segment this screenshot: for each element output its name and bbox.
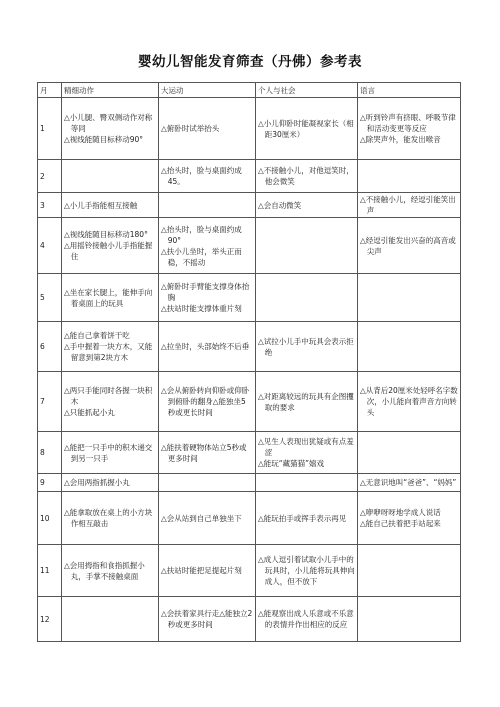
fine-motor-cell (62, 322, 159, 372)
header-personal-social: 个人与社会 (256, 83, 358, 98)
language-cell (358, 274, 461, 322)
milestone-item: △不接触小儿，经逗引能笑出声 (360, 195, 456, 215)
table-row (38, 545, 461, 597)
milestone-item: △听到铃声有挤眼、呼吸节律和活动变更等反应 (360, 113, 456, 133)
gross-motor-cell (159, 218, 256, 274)
month-cell: 12 (38, 597, 62, 642)
milestone-item: △会从俯卧转向仰卧或仰卧到俯卧的翻身△能独坐5秒或更长时间 (161, 386, 250, 417)
fine-motor-cell (62, 492, 159, 545)
gross-motor-cell (159, 193, 256, 218)
personal-social-cell (256, 372, 358, 432)
month-cell: 2 (38, 160, 62, 193)
personal-social-cell (256, 474, 358, 492)
milestone-item: △视线能随目标移动90° (64, 135, 144, 144)
language-cell (358, 474, 461, 492)
personal-social-cell (256, 597, 358, 642)
fine-motor-cell (62, 372, 159, 432)
header-gross-motor: 大运动 (159, 83, 256, 98)
milestone-item: △只能抓起小丸 (64, 408, 115, 417)
milestone-item: △不接触小儿，对他逗笑时，他会微笑 (258, 166, 354, 186)
fine-motor-cell (62, 160, 159, 193)
milestone-item: △俯卧时手臂能支撑身体抬胸 (161, 282, 250, 302)
personal-social-cell (256, 160, 358, 193)
fine-motor-cell (62, 474, 159, 492)
milestone-item: △小儿仰卧时能凝视家长（相距30厘米） (258, 118, 354, 139)
milestone-item: △会用拇指和食指抓握小丸，手掌不接触桌面 (64, 560, 145, 581)
month-cell: 10 (38, 492, 62, 545)
language-cell (358, 160, 461, 193)
fine-motor-cell (62, 545, 159, 597)
milestone-item: △手中握着一块方木，又能留意到第2块方木 (64, 342, 153, 362)
milestone-item: △能把一只手中的积木递交到另一只手 (64, 442, 153, 463)
gross-motor-cell (159, 474, 256, 492)
fine-motor-cell (62, 432, 159, 474)
fine-motor-cell (62, 597, 159, 642)
gross-motor-cell (159, 274, 256, 322)
personal-social-cell (256, 98, 358, 160)
milestone-item: △抬头时，脸与桌面约成45。 (161, 166, 242, 186)
header-row (38, 83, 461, 98)
month-cell: 5 (38, 274, 62, 322)
personal-social-cell (256, 432, 358, 474)
personal-social-cell (256, 274, 358, 322)
milestone-item: △小儿手指能相互接触 (64, 200, 138, 210)
personal-social-cell (256, 492, 358, 545)
header-fine-motor: 精细动作 (62, 83, 159, 98)
table-row (38, 98, 461, 160)
gross-motor-cell (159, 432, 256, 474)
milestone-item: △见生人表现出犹疑或有点羞涩 (258, 437, 354, 457)
gross-motor-cell (159, 160, 256, 193)
milestone-item: △对距离较远的玩具有企图攫取的要求 (258, 391, 354, 412)
personal-social-cell (256, 545, 358, 597)
personal-social-cell (256, 193, 358, 218)
table-row (38, 474, 461, 492)
gross-motor-cell (159, 597, 256, 642)
milestone-item: △能拿取放在桌上的小方块作相互敲击 (64, 508, 153, 528)
milestone-item: △两只手能同时各握一块积木 (64, 386, 153, 406)
language-cell (358, 372, 461, 432)
header-language: 语言 (358, 83, 461, 98)
table-body (38, 98, 461, 642)
milestone-item: △能观察出成人乐意或不乐意的表情并作出相应的反应 (258, 609, 354, 629)
personal-social-cell (256, 322, 358, 372)
language-cell (358, 322, 461, 372)
month-cell: 3 (38, 193, 62, 218)
milestone-item: △除哭声外，能发出喉音 (360, 135, 441, 144)
language-cell (358, 432, 461, 474)
milestone-item: △无意识地叫“爸爸”、“妈妈” (360, 478, 457, 487)
gross-motor-cell (159, 492, 256, 545)
milestone-item: △俯卧时试举抬头 (161, 124, 220, 133)
month-cell: 7 (38, 372, 62, 432)
milestone-item: △坐在家长腿上，能伸手向着桌面上的玩具 (64, 287, 153, 308)
milestone-item: △试拉小儿手中玩具会表示拒绝 (258, 336, 354, 357)
language-cell (358, 545, 461, 597)
milestone-item: △会自动微笑 (258, 200, 302, 210)
table-row (38, 160, 461, 193)
milestone-item: △视线能随目标移动180° (64, 230, 148, 239)
language-cell (358, 218, 461, 274)
milestone-item: △扶小儿坐时，举头正而稳，不摇动 (161, 246, 242, 267)
milestone-item: △拉坐时，头部始终不后垂 (161, 342, 250, 351)
milestone-item: △用摇铃接触小儿手指能握住 (64, 241, 153, 261)
milestone-item: △经逗引能发出兴奋的高音或尖声 (360, 235, 456, 256)
month-cell: 8 (38, 432, 62, 474)
gross-motor-cell (159, 322, 256, 372)
milestone-item: △从背后20厘米处轻呼名字数次，小儿能向着声音方向转头 (360, 386, 458, 417)
milestone-item: △能玩拍手或挥手表示再见 (258, 513, 347, 523)
milestone-item: △扶站时能把足提起片刻 (161, 566, 242, 575)
milestone-item: △会扶着家具行走△能独立2秒或更多时间 (161, 609, 253, 629)
fine-motor-cell (62, 218, 159, 274)
milestone-item: △扶站时能支撑体重片刻 (161, 304, 242, 313)
table-row (38, 372, 461, 432)
table-row (38, 492, 461, 545)
milestone-item: △成人逗引着试取小儿手中的玩具时，小儿能将玩具伸向成人，但不放下 (258, 555, 355, 586)
milestone-item: △能自己扶着把手站起来 (360, 519, 441, 528)
milestone-item: △会用两指抓握小丸 (64, 478, 130, 487)
table-row (38, 322, 461, 372)
milestone-item: △抬头时，脸与桌面约成90° (161, 224, 242, 245)
fine-motor-cell (62, 274, 159, 322)
month-cell: 6 (38, 322, 62, 372)
table-row (38, 218, 461, 274)
milestone-item: △会从站到自己单独坐下 (161, 513, 242, 523)
month-cell: 1 (38, 98, 62, 160)
month-cell: 9 (38, 474, 62, 492)
language-cell (358, 492, 461, 545)
milestone-item: △小儿腿、臀双侧动作对称等同 (64, 113, 153, 133)
language-cell (358, 98, 461, 160)
fine-motor-cell (62, 98, 159, 160)
table-row (38, 597, 461, 642)
gross-motor-cell (159, 98, 256, 160)
personal-social-cell (256, 218, 358, 274)
milestone-item: △能玩“藏猫猫”嬉戏 (258, 459, 325, 468)
milestone-item: △能扶着硬物体站立5秒或更多时间 (161, 442, 247, 463)
milestone-item: △咿咿呀呀地学成人说话 (360, 508, 441, 517)
gross-motor-cell (159, 372, 256, 432)
gross-motor-cell (159, 545, 256, 597)
language-cell (358, 193, 461, 218)
language-cell (358, 597, 461, 642)
table-row (38, 193, 461, 218)
page-title: 婴幼儿智能发育筛查（丹佛）参考表 (138, 54, 362, 70)
screening-table (37, 82, 461, 642)
milestone-item: △能自己拿着饼干吃 (64, 331, 130, 340)
header-month: 月 (38, 83, 62, 98)
fine-motor-cell (62, 193, 159, 218)
month-cell: 4 (38, 218, 62, 274)
table-row (38, 432, 461, 474)
table-row (38, 274, 461, 322)
month-cell: 11 (38, 545, 62, 597)
